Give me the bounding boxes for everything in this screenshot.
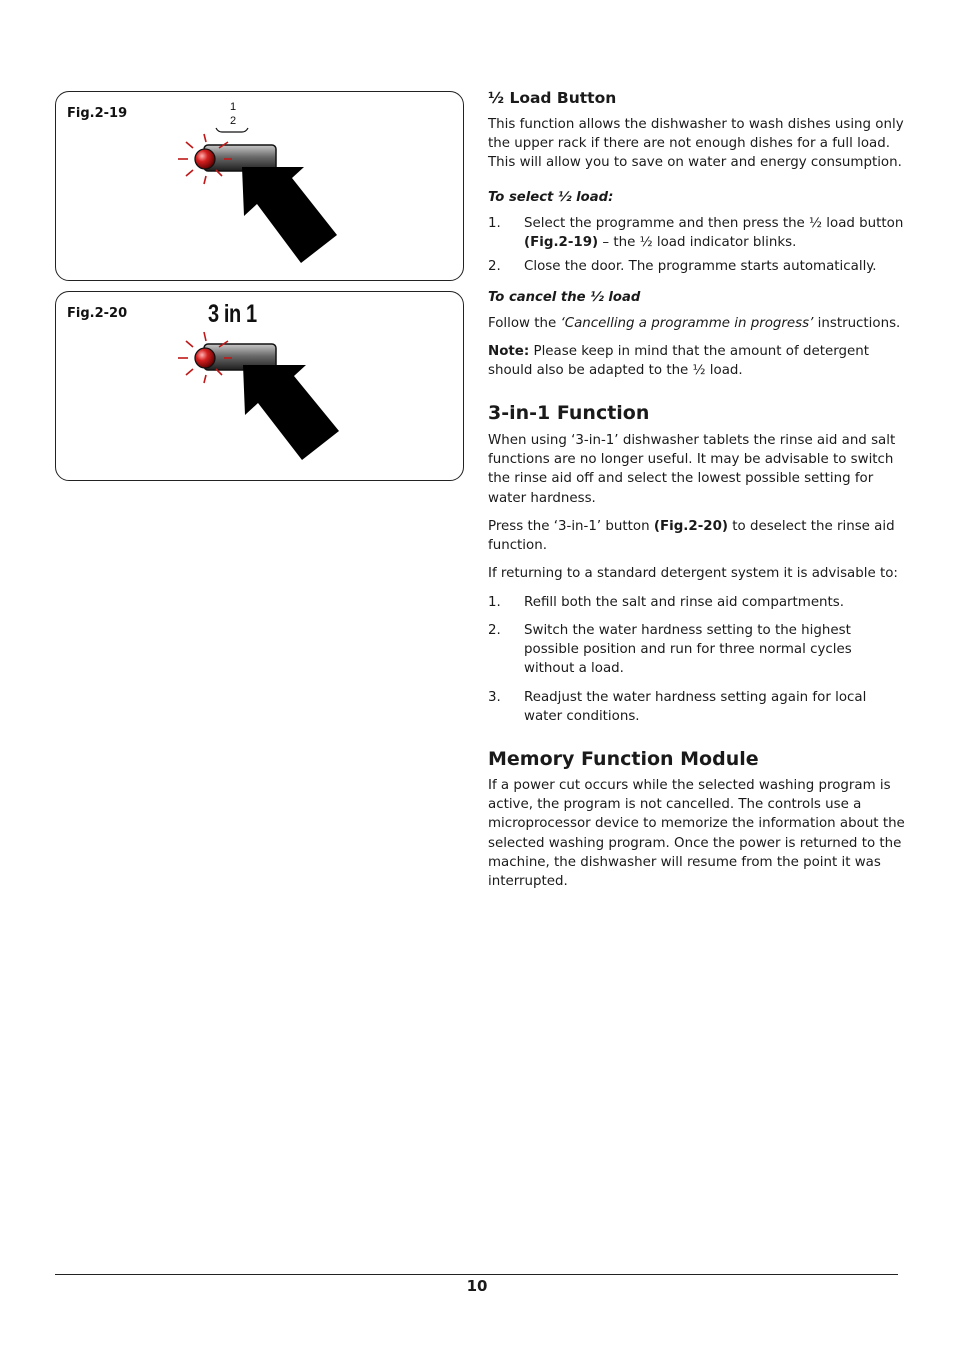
- press-arrow-icon: [242, 167, 337, 263]
- button-illustration: [56, 292, 465, 482]
- half-load-intro: [488, 115, 908, 173]
- three-in-one-intro: [488, 431, 908, 508]
- button-illustration: [56, 92, 465, 282]
- returning-text: If returning to a standard detergent system it is advisable to:: [488, 566, 898, 581]
- list-number: 1.: [488, 595, 501, 610]
- note-label: Note:: [488, 344, 530, 359]
- cancel-instructions: [488, 314, 908, 333]
- list-number: 1.: [488, 216, 501, 231]
- list-number: 2.: [488, 259, 501, 274]
- note-paragraph: [488, 342, 908, 380]
- figure-reference: (Fig.2-20): [653, 519, 729, 534]
- figure-label: Fig.2-19: [67, 106, 128, 121]
- half-load-intro-text: This function allows the dishwasher to wash dishes using only the upper rack if there are not enough dishes for a full load. This will allow you to save on water and energy consumption.: [488, 117, 904, 171]
- text-part: to deselect the rinse aid function.: [488, 519, 895, 554]
- list-text: Switch the water hardness setting to the highest possible position and run for three normal cycles without a load.: [524, 623, 852, 677]
- note-text: Please keep in mind that the amount of detergent should also be adapted to the ½ load.: [488, 344, 869, 379]
- list-text: Refill both the salt and rinse aid compartments.: [524, 595, 845, 610]
- half-denominator: 2: [229, 115, 237, 127]
- memory-heading: Memory Function Module: [488, 748, 759, 770]
- figure-2-19: [55, 91, 464, 281]
- text-part: Follow the: [488, 316, 561, 331]
- cancel-half-load-heading: To cancel the ½ load: [488, 290, 641, 305]
- three-in-one-heading: 3-in-1 Function: [488, 402, 650, 424]
- memory-text: If a power cut occurs while the selected washing program is active, the program is not cancelled. The controls use a microprocessor device to memorize the information about the selected washing program. Once the power is returned to the machine, the dishwasher will resume from the point it was interrupted.: [488, 778, 905, 890]
- three-in-one-marking: 3 in 1: [208, 300, 257, 328]
- select-half-load-heading: To select ½ load:: [488, 190, 614, 205]
- cross-reference: ‘Cancelling a programme in progress’: [560, 316, 814, 331]
- figure-2-20: [55, 291, 464, 481]
- text-part: instructions.: [813, 316, 901, 331]
- list-text: Readjust the water hardness setting again for local water conditions.: [524, 690, 867, 725]
- list-text: [524, 214, 904, 252]
- figure-reference: (Fig.2-19): [524, 235, 599, 251]
- text-part: Select the programme and then press the ½ load button: [524, 216, 904, 231]
- list-number: 2.: [488, 623, 501, 638]
- list-text: Close the door. The programme starts automatically.: [524, 259, 877, 274]
- list-number: 3.: [488, 690, 501, 705]
- press-arrow-icon: [243, 365, 339, 460]
- half-numerator: 1: [229, 101, 237, 113]
- returning-paragraph: [488, 564, 908, 583]
- page-number: 10: [466, 1277, 488, 1295]
- press-button-paragraph: [488, 517, 908, 555]
- three-in-one-intro-text: When using ‘3-in-1’ dishwasher tablets the rinse aid and salt functions are no longer useful. It may be advisable to switch the rinse aid off and select the lowest possible setting for water hardness.: [488, 433, 896, 506]
- figure-label: Fig.2-20: [67, 306, 128, 321]
- half-load-heading: ½ Load Button: [488, 89, 617, 107]
- text-part: – the ½ load indicator blinks.: [598, 235, 797, 251]
- text-part: Press the ‘3-in-1’ button: [488, 519, 654, 534]
- memory-paragraph: [488, 776, 908, 891]
- footer-divider: [55, 1274, 898, 1275]
- bracket-mark: [216, 128, 248, 132]
